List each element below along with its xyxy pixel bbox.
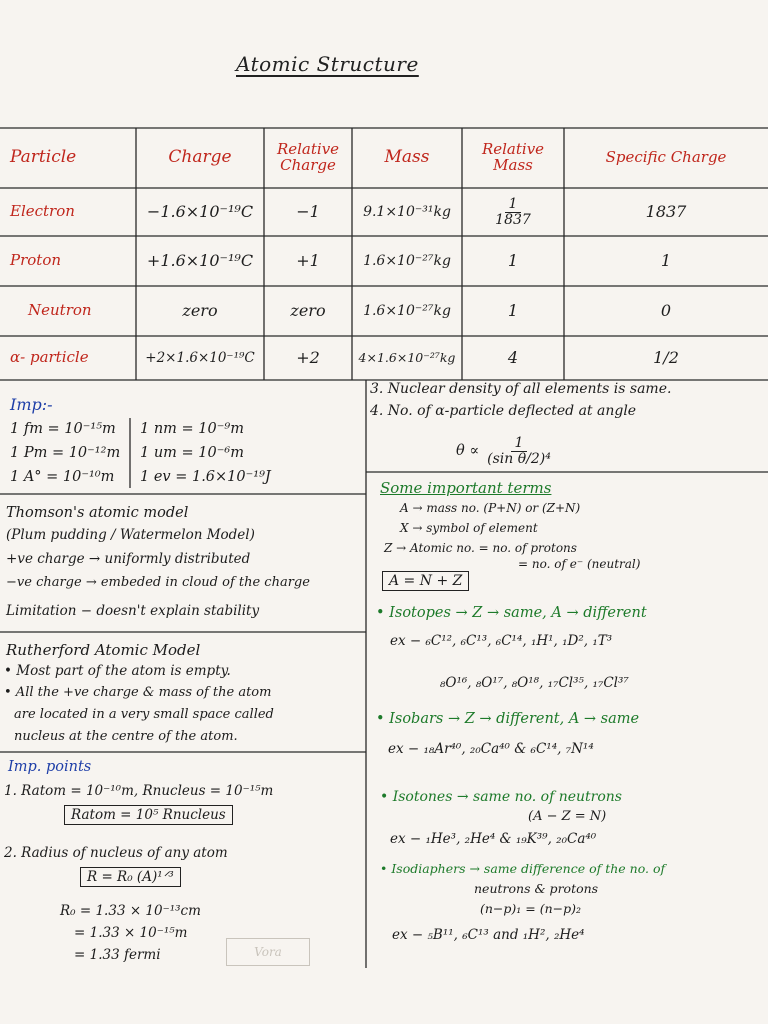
table-cell-relative-mass: 4 bbox=[507, 347, 519, 367]
thomson-subtitle: (Plum pudding / Watermelon Model) bbox=[6, 527, 255, 543]
isodiaphers-formula: (n−p)₁ = (n−p)₂ bbox=[480, 901, 582, 916]
radius-ratio: Ratom = 10⁵ Rnucleus bbox=[64, 805, 233, 825]
table-cell-charge: −1.6×10⁻¹⁹C bbox=[146, 201, 254, 221]
table-row-particle: Proton bbox=[10, 251, 62, 270]
imp-points-heading: Imp. points bbox=[8, 759, 92, 775]
formula-denominator: (sin θ/2)⁴ bbox=[487, 451, 551, 468]
isobars-def: • Isobars → Z → different, A → same bbox=[376, 711, 640, 727]
table-cell-specific-charge: 1/2 bbox=[653, 347, 679, 367]
alpha-deflection-note: 4. No. of α-particle deflected at angle bbox=[370, 403, 637, 419]
radius-values: 1. Ratom = 10⁻¹⁰m, Rnucleus = 10⁻¹⁵m bbox=[4, 783, 274, 799]
isotopes-def: • Isotopes → Z → same, A → different bbox=[376, 605, 647, 621]
isobars-example: ex − ₁₈Ar⁴⁰, ₂₀Ca⁴⁰ & ₆C¹⁴, ₇N¹⁴ bbox=[388, 741, 594, 757]
fraction-numerator: 1 bbox=[505, 197, 522, 213]
isotones-formula: (A − Z = N) bbox=[528, 809, 607, 824]
stamp: Vora bbox=[226, 938, 310, 966]
unit-pm: 1 Pm = 10⁻¹²m bbox=[10, 445, 121, 461]
isotones-def: • Isotones → same no. of neutrons bbox=[380, 789, 622, 805]
table-row-particle: α- particle bbox=[10, 348, 89, 367]
atomic-number-def: Z → Atomic no. = no. of protons bbox=[384, 541, 577, 555]
table-cell-charge: zero bbox=[182, 300, 218, 320]
element-symbol-def: X → symbol of element bbox=[400, 521, 538, 535]
imp-heading: Imp:- bbox=[10, 395, 53, 414]
table-cell-mass: 1.6×10⁻²⁷kg bbox=[363, 302, 451, 319]
formula-numerator: 1 bbox=[511, 436, 528, 452]
r0-m: = 1.33 × 10⁻¹⁵m bbox=[74, 925, 188, 941]
isotopes-example-2: ₈O¹⁶, ₈O¹⁷, ₈O¹⁸, ₁₇Cl³⁵, ₁₇Cl³⁷ bbox=[440, 675, 629, 691]
table-cell-relative-charge: −1 bbox=[296, 201, 320, 221]
nucleus-radius-note: 2. Radius of nucleus of any atom bbox=[4, 845, 228, 861]
table-cell-relative-mass: 1 bbox=[507, 250, 519, 270]
thomson-positive: +ve charge → uniformly distributed bbox=[6, 551, 251, 567]
header-particle: Particle bbox=[10, 147, 77, 168]
rutherford-point-2b: are located in a very small space called bbox=[14, 707, 274, 722]
table-cell-specific-charge: 1 bbox=[660, 250, 672, 270]
fraction-denominator: 1837 bbox=[495, 211, 531, 228]
r0-fermi: = 1.33 fermi bbox=[74, 947, 161, 963]
unit-ev: 1 ev = 1.6×10⁻¹⁹J bbox=[140, 469, 271, 485]
thomson-title: Thomson's atomic model bbox=[6, 505, 189, 521]
mass-number-def: A → mass no. (P+N) or (Z+N) bbox=[400, 501, 581, 515]
page-title: Atomic Structure bbox=[236, 52, 419, 76]
terms-heading: Some important terms bbox=[380, 479, 552, 497]
table-cell-relative-charge: +1 bbox=[296, 250, 320, 270]
unit-um: 1 um = 10⁻⁶m bbox=[140, 445, 244, 461]
scattering-formula bbox=[456, 436, 551, 468]
rutherford-point-2: • All the +ve charge & mass of the atom bbox=[4, 685, 272, 700]
header-mass: Mass bbox=[384, 147, 430, 168]
nucleus-radius-box bbox=[80, 870, 181, 885]
mass-number-formula-box bbox=[382, 574, 469, 589]
isotopes-example-1: ex − ₆C¹², ₆C¹³, ₆C¹⁴, ₁H¹, ₁D², ₁T³ bbox=[390, 633, 613, 649]
unit-nm: 1 nm = 10⁻⁹m bbox=[140, 421, 244, 437]
header-relative-mass: Relative Mass bbox=[481, 140, 545, 174]
table-cell-mass: 4×1.6×10⁻²⁷kg bbox=[358, 350, 456, 366]
table-row-particle: Electron bbox=[10, 202, 75, 221]
header-relative-charge: Relative Charge bbox=[276, 140, 340, 174]
thomson-limitation: Limitation − doesn't explain stability bbox=[6, 603, 260, 619]
table-cell-charge: +2×1.6×10⁻¹⁹C bbox=[145, 349, 255, 366]
table-cell-mass: 9.1×10⁻³¹kg bbox=[363, 203, 451, 220]
r0-cm: R₀ = 1.33 × 10⁻¹³cm bbox=[60, 903, 201, 919]
header-charge: Charge bbox=[168, 147, 232, 168]
table-cell-relative-mass bbox=[462, 188, 564, 236]
rutherford-point-1: • Most part of the atom is empty. bbox=[4, 663, 231, 679]
table-cell-specific-charge: 0 bbox=[660, 300, 672, 320]
header-specific-charge: Specific Charge bbox=[605, 148, 727, 167]
thomson-negative: −ve charge → embeded in cloud of the charge bbox=[6, 575, 310, 590]
mass-number-formula: A = N + Z bbox=[382, 571, 469, 591]
table-cell-relative-charge: +2 bbox=[296, 347, 320, 367]
radius-ratio-box bbox=[64, 808, 233, 823]
atomic-number-def-2: = no. of e⁻ (neutral) bbox=[518, 557, 641, 571]
nucleus-radius-formula: R = R₀ (A)¹ᐟ³ bbox=[80, 867, 181, 887]
isodiaphers-sub: neutrons & protons bbox=[474, 881, 599, 896]
isotones-example: ex − ₁He³, ₂He⁴ & ₁₉K³⁹, ₂₀Ca⁴⁰ bbox=[390, 831, 597, 847]
rutherford-point-2c: nucleus at the centre of the atom. bbox=[14, 729, 238, 744]
rutherford-title: Rutherford Atomic Model bbox=[6, 641, 201, 659]
formula-lhs: θ ∝ bbox=[456, 442, 480, 459]
table-cell-charge: +1.6×10⁻¹⁹C bbox=[146, 250, 254, 270]
table-cell-relative-mass: 1 bbox=[507, 300, 519, 320]
table-row-particle: Neutron bbox=[28, 301, 92, 320]
table-cell-relative-charge: zero bbox=[290, 300, 326, 320]
table-cell-mass: 1.6×10⁻²⁷kg bbox=[363, 252, 451, 269]
nuclear-density-note: 3. Nuclear density of all elements is same. bbox=[370, 381, 672, 397]
unit-fm: 1 fm = 10⁻¹⁵m bbox=[10, 421, 116, 437]
table-cell-specific-charge: 1837 bbox=[645, 201, 687, 221]
isodiaphers-example: ex − ₅B¹¹, ₆C¹³ and ₁H², ₂He⁴ bbox=[392, 927, 585, 943]
unit-angstrom: 1 A° = 10⁻¹⁰m bbox=[10, 469, 115, 485]
isodiaphers-def: • Isodiaphers → same difference of the no. of bbox=[380, 861, 666, 876]
